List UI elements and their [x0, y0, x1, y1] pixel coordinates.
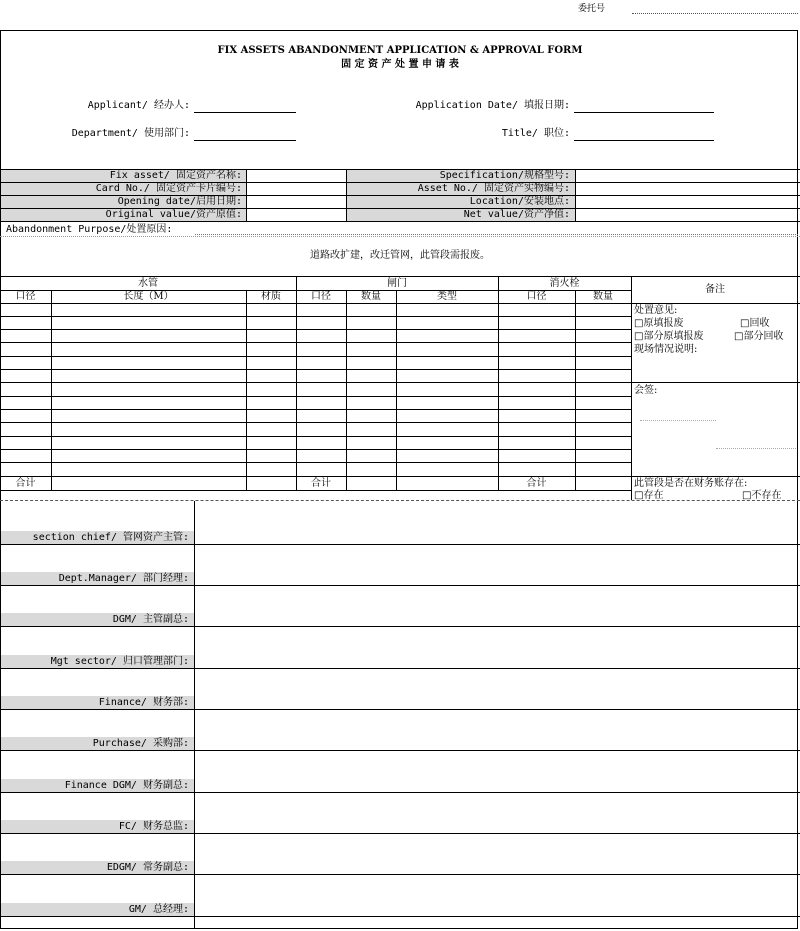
application-date-label: Application Date/ 填报日期: [415, 100, 570, 111]
approval-edgm: EDGM/ 常务副总: [106, 862, 189, 873]
specification-input[interactable] [576, 170, 798, 182]
countersign-field-1[interactable] [640, 420, 716, 421]
remarks-header: 备注 [705, 284, 725, 295]
reference-field[interactable] [632, 13, 798, 14]
location-input[interactable] [576, 196, 798, 208]
purpose-label: Abandonment Purpose/处置原因: [6, 224, 173, 235]
ledger-question-label: 此管段是否在财务账存在: [634, 478, 748, 489]
asset-no-label: Asset No./ 固定资产实物编号: [417, 183, 570, 194]
title-label: Title/ 职位: [501, 128, 570, 139]
applicant-input[interactable] [194, 112, 296, 113]
approval-dept-manager: Dept.Manager/ 部门经理: [58, 573, 189, 584]
fix-asset-input[interactable] [247, 170, 346, 182]
approval-dept-manager-field[interactable] [196, 545, 797, 584]
disposal-opinion-label: 处置意见: [634, 305, 678, 316]
col-water-diameter: 口径 [15, 291, 36, 302]
col-hydrant-quantity: 数量 [593, 291, 613, 302]
approval-section-chief-field[interactable] [196, 502, 797, 543]
asset-no-input[interactable] [576, 183, 798, 195]
col-valve-quantity: 数量 [361, 291, 381, 302]
purpose-text: 道路改扩建，改迁管网，此管段需报废。 [310, 250, 490, 261]
approval-finance-dgm: Finance DGM/ 财务副总: [64, 780, 189, 791]
application-date-input[interactable] [574, 112, 714, 113]
approval-gm: GM/ 总经理: [128, 904, 189, 915]
department-input[interactable] [194, 140, 296, 141]
countersign-label: 会签: [634, 385, 658, 396]
title-en: FIX ASSETS ABANDONMENT APPLICATION & APPROVAL FORM [217, 45, 583, 56]
department-label: Department/ 使用部门: [71, 128, 190, 139]
site-note-label: 现场情况说明: [634, 344, 698, 355]
opening-date-input[interactable] [247, 196, 346, 208]
approval-fc-field[interactable] [196, 793, 797, 832]
title-cn: 固 定 资 产 处 置 申 请 表 [341, 59, 459, 70]
option-scrap[interactable]: □原填报废 [634, 318, 684, 329]
group-hydrant: 消火栓 [549, 278, 580, 289]
approval-fc: FC/ 财务总监: [118, 821, 189, 832]
specification-label: Specification/规格型号: [439, 170, 570, 181]
approval-purchase: Purchase/ 采购部: [92, 738, 189, 749]
col-valve-diameter: 口径 [311, 291, 331, 302]
option-partial-scrap[interactable]: □部分原填报废 [634, 331, 704, 342]
location-label: Location/安装地点: [469, 196, 570, 207]
option-partial-recycle[interactable]: □部分回收 [734, 331, 784, 342]
approval-purchase-field[interactable] [196, 710, 797, 749]
original-value-input[interactable] [247, 209, 346, 221]
approval-dgm-field[interactable] [196, 586, 797, 625]
approval-finance-dgm-field[interactable] [196, 751, 797, 791]
group-valve: 闸门 [387, 278, 407, 289]
approval-mgt-sector-field[interactable] [196, 627, 797, 667]
applicant-label: Applicant/ 经办人: [87, 100, 190, 111]
approval-mgt-sector: Mgt sector/ 归口管理部门: [50, 656, 189, 667]
total-water: 合计 [15, 478, 36, 489]
card-no-label: Card No./ 固定资产卡片编号: [95, 183, 242, 194]
approval-section-chief: section chief/ 管网资产主管: [32, 532, 189, 543]
net-value-label: Net value/资产净值: [463, 209, 570, 220]
col-hydrant-diameter: 口径 [526, 291, 547, 302]
reference-label: 委托号 [578, 4, 606, 14]
original-value-label: Original value/资产原值: [105, 209, 242, 220]
group-water-pipe: 水管 [138, 278, 158, 289]
title-input[interactable] [574, 140, 714, 141]
fix-asset-label: Fix asset/ 固定资产名称: [109, 170, 242, 181]
option-recycle[interactable]: □回收 [740, 318, 770, 329]
opening-date-label: Opening date/启用日期: [117, 196, 242, 207]
approval-finance-field[interactable] [196, 669, 797, 708]
approval-edgm-field[interactable] [196, 834, 797, 873]
option-exist[interactable]: □存在 [634, 490, 664, 501]
card-no-input[interactable] [247, 183, 346, 195]
approval-dgm: DGM/ 主管副总: [112, 614, 189, 625]
total-valve: 合计 [311, 478, 331, 489]
countersign-field-2[interactable] [716, 448, 796, 449]
approval-gm-field[interactable] [196, 875, 797, 915]
purpose-input[interactable] [195, 234, 798, 235]
net-value-input[interactable] [576, 209, 798, 221]
col-valve-type: 类型 [437, 291, 457, 302]
option-not-exist[interactable]: □不存在 [742, 490, 782, 501]
col-water-material: 材质 [261, 291, 281, 302]
col-water-length: 长度（M） [123, 291, 174, 302]
approval-finance: Finance/ 财务部: [98, 697, 189, 708]
total-hydrant: 合计 [526, 478, 547, 489]
